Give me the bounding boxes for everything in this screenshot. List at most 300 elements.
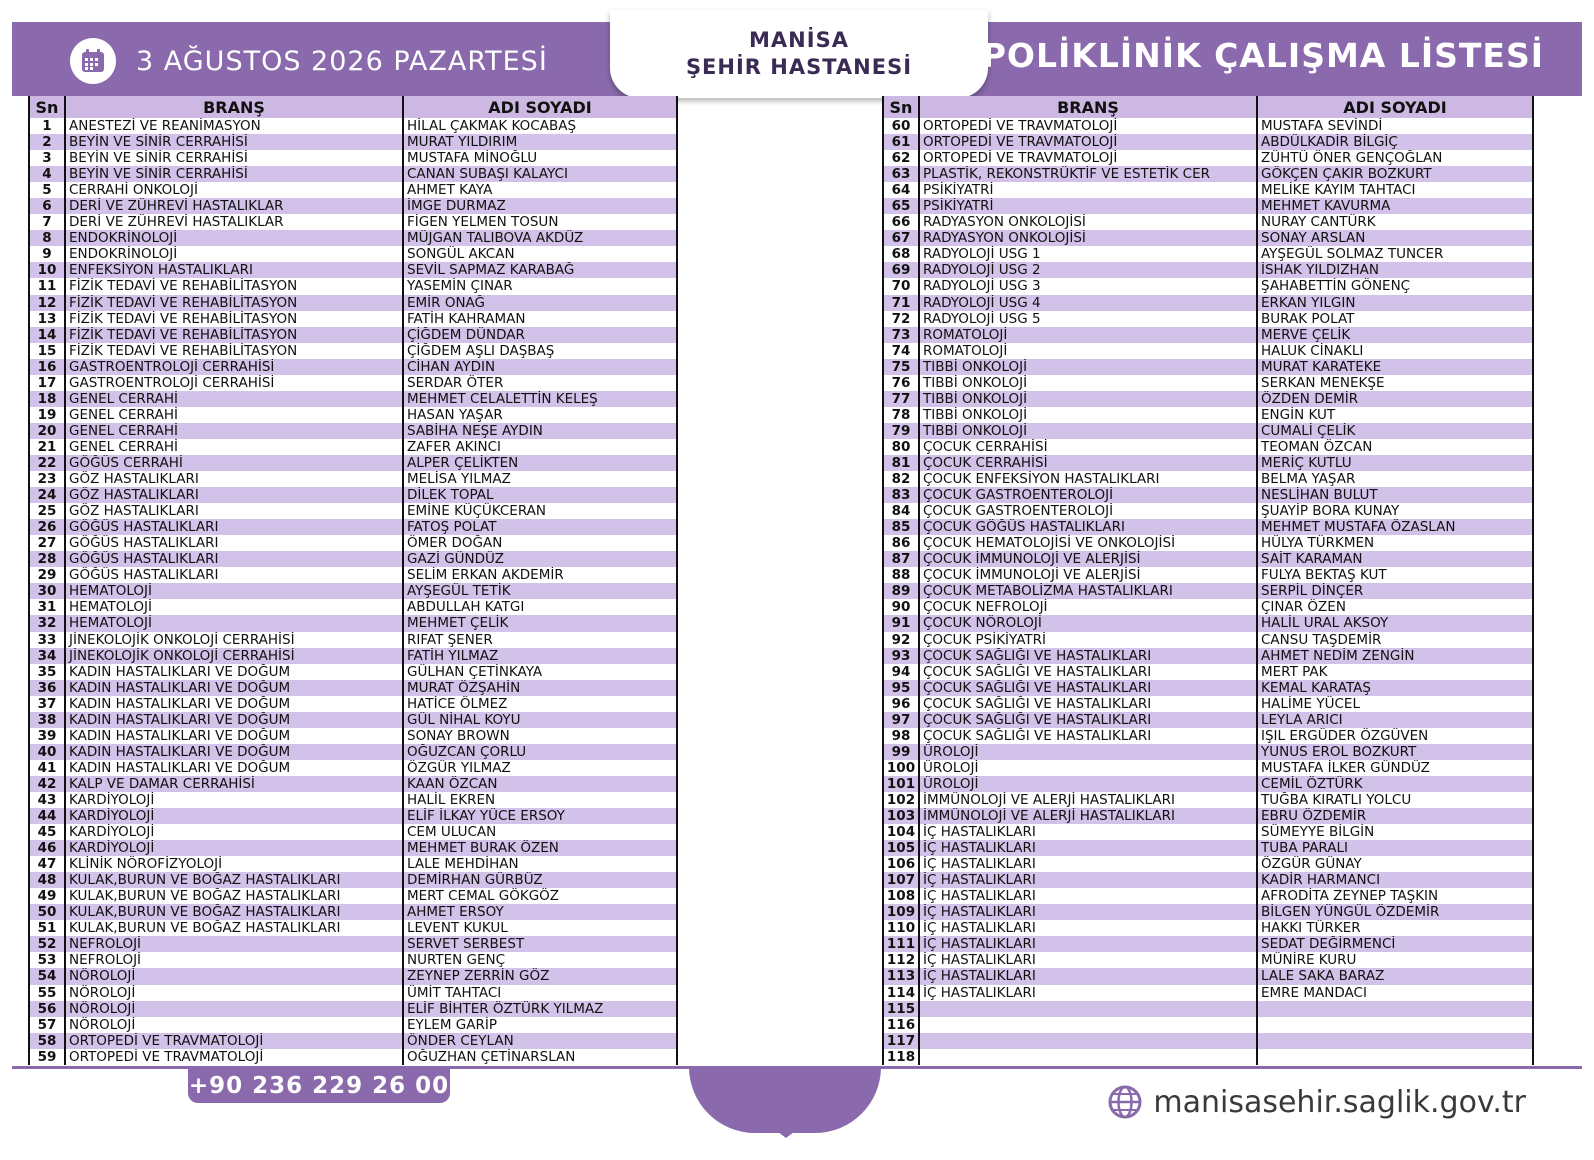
table-row <box>30 567 676 583</box>
branch-cell: GÖZ HASTALIKLARI <box>64 487 402 503</box>
branch-cell: GÖĞÜS HASTALIKLARI <box>64 519 402 535</box>
row-number: 31 <box>37 599 57 616</box>
doctor-name-cell: CANSU TAŞDEMİR <box>1256 632 1532 648</box>
doctor-name-cell: EYLEM GARİP <box>402 1017 676 1033</box>
table-row <box>30 744 676 760</box>
table-row <box>30 904 676 920</box>
table-row <box>884 150 1532 166</box>
row-number: 60 <box>891 118 911 134</box>
doctor-name-cell: MUSTAFA İLKER GÜNDÜZ <box>1256 760 1532 776</box>
table-row <box>884 664 1532 680</box>
table-row <box>884 1033 1532 1049</box>
doctor-name-cell: YASEMİN ÇINAR <box>402 278 676 294</box>
table-row <box>30 551 676 567</box>
doctor-name-cell: GÖKÇEN ÇAKIR BOZKURT <box>1256 166 1532 182</box>
list-title: POLİKLİNİK ÇALIŞMA LİSTESİ <box>981 36 1544 75</box>
table-row <box>884 712 1532 728</box>
row-number: 21 <box>37 438 57 455</box>
branch-cell: İÇ HASTALIKLARI <box>918 952 1256 968</box>
doctor-name-cell: MURAT KARATEKE <box>1256 359 1532 375</box>
branch-cell: KADIN HASTALIKLARI VE DOĞUM <box>64 664 402 680</box>
branch-cell: ORTOPEDİ VE TRAVMATOLOJİ <box>64 1033 402 1049</box>
table-row <box>884 936 1532 952</box>
table-row <box>884 824 1532 840</box>
row-number: 53 <box>37 952 57 969</box>
branch-cell: İÇ HASTALIKLARI <box>918 985 1256 1001</box>
branch-cell: KLİNİK NÖROFİZYOLOJİ <box>64 856 402 872</box>
row-number: 55 <box>37 984 57 1001</box>
row-number: 4 <box>42 166 52 183</box>
table-row <box>884 134 1532 150</box>
row-number: 118 <box>886 1048 916 1065</box>
branch-cell: ANESTEZİ VE REANİMASYON <box>64 118 402 134</box>
doctor-name-cell: İSHAK YILDIZHAN <box>1256 262 1532 278</box>
doctor-name-cell: ZAFER AKINCI <box>402 439 676 455</box>
row-number: 57 <box>37 1016 57 1033</box>
doctor-name-cell: HALİL URAL AKSOY <box>1256 615 1532 631</box>
doctor-name-cell: LEVENT KUKUL <box>402 920 676 936</box>
table-row <box>30 182 676 198</box>
doctor-name-cell: ÖZGÜR GÜNAY <box>1256 856 1532 872</box>
branch-cell: ENDOKRİNOLOJİ <box>64 230 402 246</box>
row-number: 73 <box>891 326 911 343</box>
doctor-name-cell: KEMAL KARATAŞ <box>1256 680 1532 696</box>
doctor-name-cell: İMGE DURMAZ <box>402 198 676 214</box>
row-number: 84 <box>891 503 911 520</box>
branch-cell: JİNEKOLOJİK ONKOLOJİ CERRAHİSİ <box>64 648 402 664</box>
branch-cell: HEMATOLOJİ <box>64 615 402 631</box>
branch-cell: ÇOCUK CERRAHİSİ <box>918 439 1256 455</box>
table-row <box>30 920 676 936</box>
table-row <box>884 407 1532 423</box>
doctor-name-cell: MERT PAK <box>1256 664 1532 680</box>
row-number: 108 <box>886 888 916 905</box>
doctor-name-cell: NURAY CANTÜRK <box>1256 214 1532 230</box>
table-row <box>884 985 1532 1001</box>
website-text[interactable]: manisasehir.saglik.gov.tr <box>1153 1084 1526 1120</box>
table-row <box>30 856 676 872</box>
row-number: 45 <box>37 824 57 841</box>
row-number: 40 <box>37 743 57 760</box>
table-row <box>884 744 1532 760</box>
row-number: 109 <box>886 904 916 921</box>
branch-cell: FİZİK TEDAVİ VE REHABİLİTASYON <box>64 311 402 327</box>
doctor-name-cell: CEMİL ÖZTÜRK <box>1256 776 1532 792</box>
table-row <box>884 439 1532 455</box>
table-row <box>30 214 676 230</box>
table-row <box>884 567 1532 583</box>
table-row <box>884 278 1532 294</box>
table-row <box>30 1017 676 1033</box>
table-row <box>884 872 1532 888</box>
doctor-name-cell: ABDÜLKADİR BİLGİÇ <box>1256 134 1532 150</box>
doctor-name-cell: SERPİL DİNÇER <box>1256 583 1532 599</box>
hospital-name-tab <box>610 10 988 98</box>
table-row <box>30 519 676 535</box>
branch-cell <box>918 1001 1256 1017</box>
table-row <box>884 1049 1532 1065</box>
right-table-body <box>884 118 1532 1065</box>
table-row <box>884 359 1532 375</box>
doctor-name-cell: MERT CEMAL GÖKGÖZ <box>402 888 676 904</box>
row-number: 30 <box>37 583 57 600</box>
date-display <box>70 38 548 84</box>
branch-cell: KADIN HASTALIKLARI VE DOĞUM <box>64 728 402 744</box>
branch-cell: KULAK,BURUN VE BOĞAZ HASTALIKLARI <box>64 888 402 904</box>
table-row <box>884 760 1532 776</box>
row-number: 33 <box>37 631 57 648</box>
table-row <box>30 134 676 150</box>
row-number: 46 <box>37 840 57 857</box>
doctor-name-cell: NESLİHAN BULUT <box>1256 487 1532 503</box>
table-row <box>30 166 676 182</box>
table-row <box>884 808 1532 824</box>
table-row <box>30 824 676 840</box>
doctor-name-cell: AHMET ERSOY <box>402 904 676 920</box>
doctor-name-cell: CUMALİ ÇELİK <box>1256 423 1532 439</box>
table-row <box>30 968 676 984</box>
table-row <box>884 214 1532 230</box>
row-number: 88 <box>891 567 911 584</box>
branch-cell: GASTROENTROLOJİ CERRAHİSİ <box>64 375 402 391</box>
row-number: 52 <box>37 936 57 953</box>
row-number: 78 <box>891 406 911 423</box>
branch-cell: KULAK,BURUN VE BOĞAZ HASTALIKLARI <box>64 920 402 936</box>
table-row <box>30 648 676 664</box>
branch-cell: İÇ HASTALIKLARI <box>918 968 1256 984</box>
row-number: 95 <box>891 679 911 696</box>
doctor-name-cell: ÜMİT TAHTACI <box>402 985 676 1001</box>
website[interactable] <box>1107 1084 1526 1120</box>
row-number: 93 <box>891 647 911 664</box>
branch-cell: ÇOCUK ENFEKSİYON HASTALIKLARI <box>918 471 1256 487</box>
doctor-name-cell: EMİR ONAĞ <box>402 295 676 311</box>
branch-cell: ROMATOLOJİ <box>918 327 1256 343</box>
doctor-name-cell: GÜL NİHAL KOYU <box>402 712 676 728</box>
branch-cell: NEFROLOJİ <box>64 952 402 968</box>
table-row <box>884 182 1532 198</box>
doctor-name-cell: SONAY ARSLAN <box>1256 230 1532 246</box>
row-number: 58 <box>37 1032 57 1049</box>
branch-cell: TIBBİ ONKOLOJİ <box>918 359 1256 375</box>
table-row <box>884 792 1532 808</box>
row-number: 64 <box>891 182 911 199</box>
row-number: 92 <box>891 631 911 648</box>
row-number: 59 <box>37 1048 57 1065</box>
footer-center-tab <box>689 1067 881 1133</box>
table-row <box>30 583 676 599</box>
table-row <box>30 872 676 888</box>
doctor-name-cell <box>1256 1033 1532 1049</box>
row-number: 81 <box>891 454 911 471</box>
table-row <box>884 166 1532 182</box>
branch-cell: KADIN HASTALIKLARI VE DOĞUM <box>64 680 402 696</box>
branch-cell: RADYOLOJİ USG 3 <box>918 278 1256 294</box>
table-row <box>30 808 676 824</box>
branch-cell: İÇ HASTALIKLARI <box>918 840 1256 856</box>
table-row <box>30 198 676 214</box>
row-number: 77 <box>891 390 911 407</box>
doctor-name-cell: MÜNİRE KURU <box>1256 952 1532 968</box>
table-row <box>884 295 1532 311</box>
table-row <box>884 487 1532 503</box>
doctor-name-cell: MURAT ÖZŞAHİN <box>402 680 676 696</box>
row-number: 29 <box>37 567 57 584</box>
table-row <box>30 246 676 262</box>
table-row <box>30 359 676 375</box>
doctor-name-cell: NURTEN GENÇ <box>402 952 676 968</box>
branch-cell: GENEL CERRAHİ <box>64 423 402 439</box>
branch-cell: İÇ HASTALIKLARI <box>918 888 1256 904</box>
row-number: 101 <box>886 775 916 792</box>
doctor-name-cell: ZÜHTÜ ÖNER GENÇOĞLAN <box>1256 150 1532 166</box>
branch-cell: İÇ HASTALIKLARI <box>918 872 1256 888</box>
table-row <box>884 856 1532 872</box>
branch-cell: RADYOLOJİ USG 1 <box>918 246 1256 262</box>
branch-cell: ÇOCUK SAĞLIĞI VE HASTALIKLARI <box>918 664 1256 680</box>
branch-cell: ÇOCUK SAĞLIĞI VE HASTALIKLARI <box>918 648 1256 664</box>
branch-cell: FİZİK TEDAVİ VE REHABİLİTASYON <box>64 278 402 294</box>
table-row <box>884 583 1532 599</box>
branch-cell: ÜROLOJİ <box>918 744 1256 760</box>
branch-cell: KARDİYOLOJİ <box>64 808 402 824</box>
branch-cell: HEMATOLOJİ <box>64 583 402 599</box>
doctor-name-cell: MUSTAFA MİNOĞLU <box>402 150 676 166</box>
phone-number: +90 236 229 26 00 <box>188 1069 450 1103</box>
table-row <box>30 423 676 439</box>
branch-cell: KADIN HASTALIKLARI VE DOĞUM <box>64 744 402 760</box>
row-number: 20 <box>37 422 57 439</box>
table-row <box>30 888 676 904</box>
table-row <box>30 503 676 519</box>
doctor-name-cell: CEM ULUCAN <box>402 824 676 840</box>
branch-cell: GÖĞÜS HASTALIKLARI <box>64 535 402 551</box>
row-number: 79 <box>891 422 911 439</box>
branch-cell: HEMATOLOJİ <box>64 599 402 615</box>
table-row <box>30 985 676 1001</box>
branch-cell: RADYOLOJİ USG 4 <box>918 295 1256 311</box>
row-number: 14 <box>37 326 57 343</box>
doctor-name-cell: SERDAR ÖTER <box>402 375 676 391</box>
table-row <box>884 952 1532 968</box>
doctor-name-cell: BİLGEN YÜNGÜL ÖZDEMİR <box>1256 904 1532 920</box>
doctor-name-cell: ENGİN KUT <box>1256 407 1532 423</box>
doctor-name-cell: HİLAL ÇAKMAK KOCABAŞ <box>402 118 676 134</box>
doctor-name-cell: TUBA PARALI <box>1256 840 1532 856</box>
row-number: 32 <box>37 615 57 632</box>
sn-header: Sn <box>35 97 59 117</box>
doctor-name-cell: AHMET NEDİM ZENGİN <box>1256 648 1532 664</box>
branch-cell: GÖĞÜS HASTALIKLARI <box>64 551 402 567</box>
row-number: 104 <box>886 824 916 841</box>
doctor-name-cell: ALPER ÇELİKTEN <box>402 455 676 471</box>
row-number: 83 <box>891 487 911 504</box>
row-number: 117 <box>886 1032 916 1049</box>
row-number: 7 <box>42 214 52 231</box>
branch-cell: TIBBİ ONKOLOJİ <box>918 375 1256 391</box>
doctor-name-cell <box>1256 1001 1532 1017</box>
table-row <box>30 407 676 423</box>
doctor-name-cell: ŞAHABETTİN GÖNENÇ <box>1256 278 1532 294</box>
row-number: 99 <box>891 743 911 760</box>
table-row <box>884 920 1532 936</box>
table-row <box>30 760 676 776</box>
doctor-name-cell: GÜLHAN ÇETİNKAYA <box>402 664 676 680</box>
row-number: 71 <box>891 294 911 311</box>
branch-cell: İÇ HASTALIKLARI <box>918 856 1256 872</box>
branch-cell: ÇOCUK SAĞLIĞI VE HASTALIKLARI <box>918 712 1256 728</box>
branch-cell <box>918 1017 1256 1033</box>
doctor-name-cell: MERİÇ KUTLU <box>1256 455 1532 471</box>
row-number: 39 <box>37 727 57 744</box>
branch-cell: KADIN HASTALIKLARI VE DOĞUM <box>64 696 402 712</box>
doctor-name-cell: BELMA YAŞAR <box>1256 471 1532 487</box>
table-row <box>884 888 1532 904</box>
branch-cell: ÇOCUK SAĞLIĞI VE HASTALIKLARI <box>918 728 1256 744</box>
doctor-name-cell: HATİCE ÖLMEZ <box>402 696 676 712</box>
table-row <box>884 968 1532 984</box>
doctor-name-cell: HALİME YÜCEL <box>1256 696 1532 712</box>
doctor-name-cell: ÖZGÜR YILMAZ <box>402 760 676 776</box>
doctor-name-cell: HALİL EKREN <box>402 792 676 808</box>
table-row <box>884 551 1532 567</box>
footer-notch <box>770 1126 802 1138</box>
row-number: 9 <box>42 246 52 263</box>
branch-cell: İÇ HASTALIKLARI <box>918 824 1256 840</box>
table-row <box>884 840 1532 856</box>
branch-cell: ÇOCUK GÖĞÜS HASTALIKLARI <box>918 519 1256 535</box>
doctor-name-cell: FATİH YILMAZ <box>402 648 676 664</box>
doctor-name-cell: MELİKE KAYIM TAHTACI <box>1256 182 1532 198</box>
doctor-name-cell: DİLEK TOPAL <box>402 487 676 503</box>
row-number: 102 <box>886 791 916 808</box>
branch-cell: KADIN HASTALIKLARI VE DOĞUM <box>64 712 402 728</box>
doctor-name-cell: LEYLA ARICI <box>1256 712 1532 728</box>
doctor-name-cell: SONGÜL AKCAN <box>402 246 676 262</box>
globe-icon <box>1107 1084 1143 1120</box>
table-row <box>30 278 676 294</box>
row-number: 61 <box>891 134 911 151</box>
table-row <box>30 311 676 327</box>
doctor-name-cell: MEHMET ÇELİK <box>402 615 676 631</box>
branch-cell: JİNEKOLOJİK ONKOLOJİ CERRAHİSİ <box>64 632 402 648</box>
table-row <box>30 792 676 808</box>
branch-cell: ÇOCUK PSİKİYATRİ <box>918 632 1256 648</box>
branch-cell: GÖZ HASTALIKLARI <box>64 503 402 519</box>
doctor-name-cell: ŞUAYİP BORA KUNAY <box>1256 503 1532 519</box>
row-number: 48 <box>37 872 57 889</box>
calendar-icon <box>70 38 116 84</box>
branch-cell: KARDİYOLOJİ <box>64 824 402 840</box>
row-number: 89 <box>891 583 911 600</box>
table-row <box>884 423 1532 439</box>
row-number: 41 <box>37 759 57 776</box>
row-number: 22 <box>37 454 57 471</box>
table-row <box>30 952 676 968</box>
branch-cell: ORTOPEDİ VE TRAVMATOLOJİ <box>918 134 1256 150</box>
table-row <box>30 615 676 631</box>
doctor-name-cell: SÜMEYYE BİLGİN <box>1256 824 1532 840</box>
branch-cell: ORTOPEDİ VE TRAVMATOLOJİ <box>918 150 1256 166</box>
branch-cell: ÇOCUK GASTROENTEROLOJİ <box>918 503 1256 519</box>
table-row <box>30 712 676 728</box>
row-number: 50 <box>37 904 57 921</box>
table-row <box>884 1017 1532 1033</box>
branch-cell: TIBBİ ONKOLOJİ <box>918 407 1256 423</box>
row-number: 69 <box>891 262 911 279</box>
branch-cell <box>918 1049 1256 1065</box>
branch-cell: İMMÜNOLOJİ VE ALERJİ HASTALIKLARI <box>918 808 1256 824</box>
doctor-name-cell: MURAT YILDIRIM <box>402 134 676 150</box>
doctor-name-cell: SEVİL SAPMAZ KARABAĞ <box>402 262 676 278</box>
branch-cell: İMMÜNOLOJİ VE ALERJİ HASTALIKLARI <box>918 792 1256 808</box>
row-number: 25 <box>37 503 57 520</box>
row-number: 75 <box>891 358 911 375</box>
doctor-name-cell: ELİF BİHTER ÖZTÜRK YILMAZ <box>402 1001 676 1017</box>
hospital-name-line1: MANİSA <box>749 28 849 52</box>
table-row <box>30 776 676 792</box>
table-row <box>30 391 676 407</box>
table-row <box>884 311 1532 327</box>
table-row <box>30 118 676 134</box>
table-row <box>884 391 1532 407</box>
doctor-name-cell: MEHMET MUSTAFA ÖZASLAN <box>1256 519 1532 535</box>
row-number: 19 <box>37 406 57 423</box>
row-number: 111 <box>886 936 916 953</box>
doctor-name-cell: ÖZDEN DEMİR <box>1256 391 1532 407</box>
doctor-name-cell: ÇİĞDEM AŞLI DAŞBAŞ <box>402 343 676 359</box>
row-number: 115 <box>886 1000 916 1017</box>
branch-cell: NÖROLOJİ <box>64 1017 402 1033</box>
row-number: 23 <box>37 471 57 488</box>
table-row <box>30 1001 676 1017</box>
doctor-name-cell: EBRU ÖZDEMİR <box>1256 808 1532 824</box>
table-row <box>884 327 1532 343</box>
branch-cell: BEYİN VE SİNİR CERRAHİSİ <box>64 134 402 150</box>
branch-cell: ÇOCUK SAĞLIĞI VE HASTALIKLARI <box>918 696 1256 712</box>
branch-cell: RADYOLOJİ USG 2 <box>918 262 1256 278</box>
branch-cell: ÇOCUK İMMUNOLOJİ VE ALERJİSİ <box>918 567 1256 583</box>
doctor-name-cell: SERVET SERBEST <box>402 936 676 952</box>
left-table-body <box>30 118 676 1065</box>
name-header: ADI SOYADI <box>1256 96 1532 118</box>
branch-cell: ÇOCUK NEFROLOJİ <box>918 599 1256 615</box>
branch-cell: ORTOPEDİ VE TRAVMATOLOJİ <box>918 118 1256 134</box>
left-schedule-table <box>28 96 678 1065</box>
table-row <box>30 455 676 471</box>
doctor-name-cell: SELİM ERKAN AKDEMİR <box>402 567 676 583</box>
left-table-header <box>30 96 676 118</box>
branch-cell <box>918 1033 1256 1049</box>
doctor-name-cell: IŞIL ERGÜDER ÖZGÜVEN <box>1256 728 1532 744</box>
branch-cell: GÖĞÜS CERRAHİ <box>64 455 402 471</box>
doctor-name-cell: MÜJGAN TALIBOVA AKDÜZ <box>402 230 676 246</box>
row-number: 17 <box>37 374 57 391</box>
doctor-name-cell: TEOMAN ÖZCAN <box>1256 439 1532 455</box>
row-number: 103 <box>886 808 916 825</box>
table-row <box>30 664 676 680</box>
doctor-name-cell: OĞUZHAN ÇETİNARSLAN <box>402 1049 676 1065</box>
branch-cell: GASTROENTROLOJİ CERRAHİSİ <box>64 359 402 375</box>
doctor-name-cell: MEHMET CELALETTİN KELEŞ <box>402 391 676 407</box>
branch-cell: NÖROLOJİ <box>64 985 402 1001</box>
row-number: 42 <box>37 775 57 792</box>
table-row <box>884 455 1532 471</box>
branch-cell: ÇOCUK NÖROLOJİ <box>918 615 1256 631</box>
table-row <box>884 503 1532 519</box>
row-number: 28 <box>37 551 57 568</box>
row-number: 49 <box>37 888 57 905</box>
